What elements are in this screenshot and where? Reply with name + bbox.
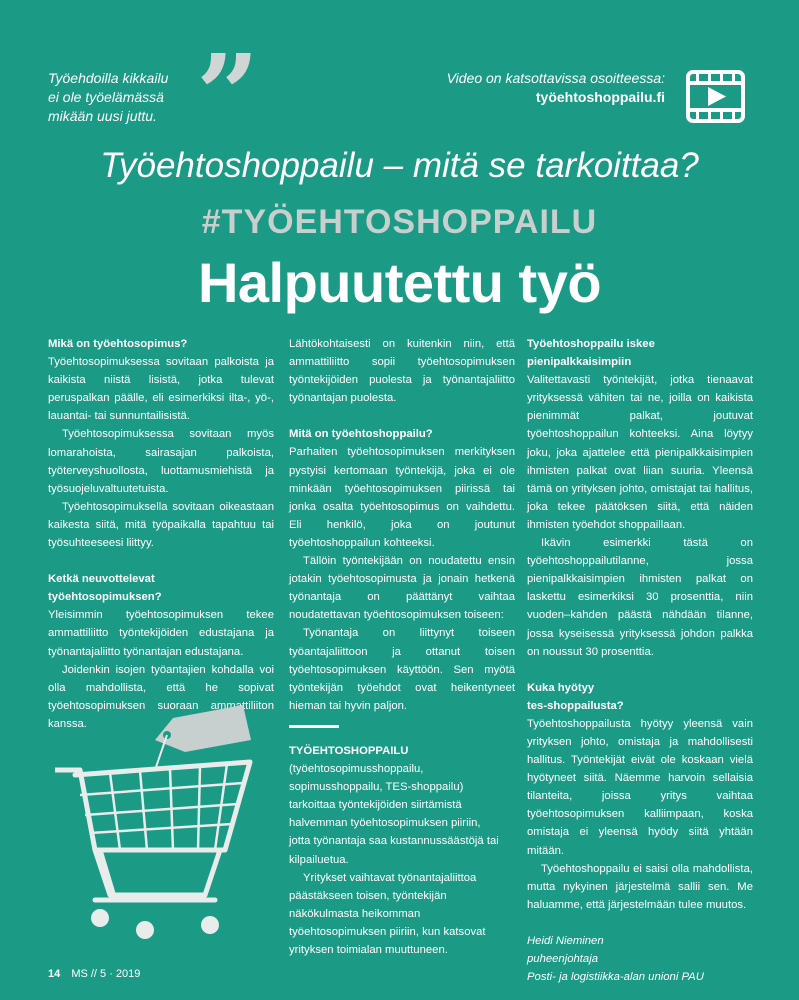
column-2 xyxy=(289,335,515,715)
paragraph: Työehtoshoppailu ei saisi olla mahdollista, mutta nykyinen järjestelmä sallii sen. Me haluamme, että järjestelmään tulee muutos. xyxy=(527,862,753,911)
paragraph: Työehtosopimuksella sovitaan oikeastaan kaikesta siitä, mitä työpaikalla tapahtuu tai työsuhteeseesi liittyy. xyxy=(48,500,274,550)
definition-term: TYÖEHTOSHOPPAILU xyxy=(289,745,409,757)
headline: Halpuutettu työ xyxy=(197,251,602,314)
section-heading: Kuka hyötyy xyxy=(527,681,595,694)
video-play-icon[interactable] xyxy=(686,70,745,123)
section-heading: Ketkä neuvottelevat xyxy=(48,573,155,586)
video-notice xyxy=(365,69,665,107)
paragraph: Joidenkin isojen työantajien kohdalla voi olla mahdollista, että he sopivat työehtosopimuksen suoraan ammattiliiton kanssa. xyxy=(48,663,274,730)
signature-name: Heidi Nieminen xyxy=(527,934,604,947)
hashtag: #TYÖEHTOSHOPPAILU xyxy=(201,203,598,241)
definition-box xyxy=(289,742,499,959)
section-heading: pienipalkkaisimpiin xyxy=(527,356,632,369)
signature-org: Posti- ja logistiikka-alan unioni PAU xyxy=(527,971,704,984)
divider xyxy=(289,725,339,728)
page-footer xyxy=(48,968,140,980)
paragraph: Ikävin esimerkki tästä on työehtoshoppailutilanne, jossa pienipalkkaisimpien ihmisten palkat on laskettu esimerkiksi 30 prosenttia, niin vuoden–kahden päästä nähdään tilanne, jossa kyseisessä yrityksessä johdon palkka on noussut 30 prosenttia. xyxy=(527,537,753,658)
section-heading: Mitä on työehtoshoppailu? xyxy=(289,428,433,441)
page-number: 14 xyxy=(48,968,61,980)
paragraph: Parhaiten työehtosopimuksen merkityksen pystyisi kertomaan työntekijä, joka ei ole minkään työehtosopimuksen piirissä tai jonka osalta työehtosopimus on vaihdettu. Eli henkilö, joka on joutunut työehtoshoppailun kohteeksi. xyxy=(289,446,515,549)
paragraph: Yritykset vaihtavat työnantajaliittoa päästäkseen toisen, työntekijän näkökulmasta heikomman työehtosopimuksen piiriin, kun katsovat yrityksen toimialan muuttuneen. xyxy=(289,871,486,957)
subtitle: Työehtoshoppailu – mitä se tarkoittaa? xyxy=(100,146,699,185)
pull-quote xyxy=(48,69,208,126)
section-heading: Työehtoshoppailu iskee xyxy=(527,338,655,350)
paragraph: Yleisimmin työehtosopimuksen tekee ammattiliitto työntekijöiden edustajana ja työnantajaliitto työnantajan edustajana. xyxy=(48,609,274,658)
pull-quote-line: ei ole työelämässä xyxy=(48,89,164,105)
paragraph: Työehtosopimuksessa sovitaan palkoista ja kaikista niistä lisistä, jotka tulevat peruspalkan päälle, eli esimerkiksi ilta-, yö-, lauantai- tai sunnuntailisistä. xyxy=(48,356,274,423)
column-3 xyxy=(527,335,753,986)
section-heading: tes-shoppailusta? xyxy=(527,699,624,712)
quote-mark-icon: ” xyxy=(196,30,260,159)
paragraph: Valitettavasti työntekijät, jotka tienaavat yrityksessä vähiten tai ne, joilla on kaikista pienimmät palkat, joutuvat työehtoshoppailun kohteeksi. Aina löytyy joku, joka ajattelee että pienipalkkaisimpien ihmisten palkat ovat liian suuria. Yleensä tämä on yrityksen johto, omistajat tai hallitus, joka tekee päätöksen siitä, että näiden ihmisten työehdot shoppaillaan. xyxy=(527,374,753,531)
issue-label: MS // 5 · 2019 xyxy=(71,968,141,980)
paragraph: Työnantaja on liittynyt toiseen työantajaliittoon ja ottanut toisen työehtosopimuksen käyttöön. Sen myötä työntekijän työehdot ovat heikentyneet hieman tai hyvin paljon. xyxy=(289,627,515,712)
section-heading: Mikä on työehtosopimus? xyxy=(48,338,188,350)
definition-text: (työehtosopimusshoppailu, sopimusshoppailu, TES-shoppailu) tarkoittaa työntekijöiden siirtämistä halvemman työehtosopimuksen piiriin, jotta työnantaja saa kustannussäästöjä tai kilpailuetua. xyxy=(289,763,499,866)
shopping-cart-icon xyxy=(55,700,290,950)
paragraph: Työehtosopimuksessa sovitaan myös lomarahoista, sairasajan palkoista, työterveyshuollosta, luottamusmiehistä ja työsuojeluvaltuutetuista. xyxy=(48,428,274,495)
video-label: Video on katsottavissa osoitteessa: xyxy=(446,70,665,86)
pull-quote-line: Työehdoilla kikkailu xyxy=(48,70,169,86)
paragraph: Tällöin työntekijään on noudatettu ensin jotakin työehtosopimusta ja jonain hetkenä työnantaja on päättänyt vaihtaa noudatettavan työehtosopimuksen toiseen: xyxy=(289,555,515,622)
pull-quote-line: mikään uusi juttu. xyxy=(48,108,157,124)
paragraph: Lähtökohtaisesti on kuitenkin niin, että ammattiliitto sopii työehtosopimuksen työntekijöiden puolesta ja työnantajaliitto työnantajan puolesta. xyxy=(289,338,515,405)
section-heading: työehtosopimuksen? xyxy=(48,591,162,604)
signature-title: puheenjohtaja xyxy=(527,953,598,965)
column-1 xyxy=(48,335,274,733)
paragraph: Työehtoshoppailusta hyötyy yleensä vain yrityksen johto, omistaja ja mahdollisesti hallitus. Työntekijät eivät ole koskaan vielä hyötyneet siitä. Näemme harvoin sellaisia tilanteita, joissa yritys vaihtaa työehtosopimuksen kalliimpaan, koska omistaja ei yleensä hyödy siitä yhtään mitään. xyxy=(527,717,753,857)
video-link[interactable]: työehtoshoppailu.fi xyxy=(535,89,665,105)
